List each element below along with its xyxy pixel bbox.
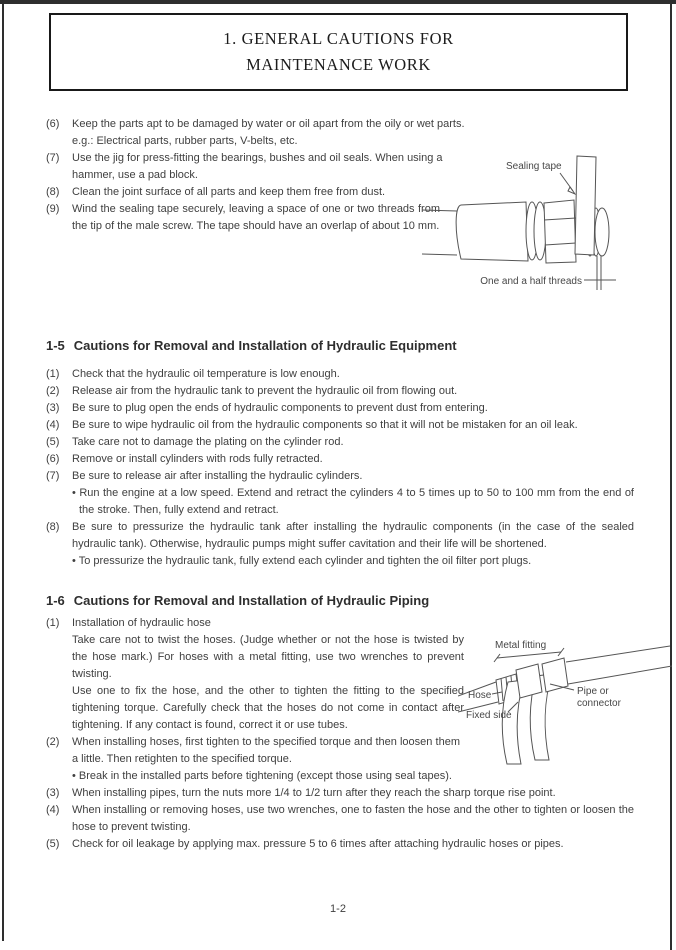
sealing-tape-label: Sealing tape — [506, 161, 562, 172]
item-number: (5) — [46, 838, 60, 850]
item-text: Be sure to pressurize the hydraulic tank after installing the hydraulic components (in the case of the sealed hydraulic tank). Otherwise, hydraulic pumps might suffer cavitation and their life will be shortened. — [72, 521, 634, 550]
fitting-nut — [516, 664, 542, 698]
item-paragraph: Use one to fix the hose, and the other to tighten the fitting to the specified tightening torque. Carefully check that the hoses do not come in contact after tightening. If any contact is found, correct it or use tubes. — [72, 685, 464, 731]
item-number: (6) — [46, 118, 60, 130]
item-number: (7) — [46, 152, 60, 164]
fitting-body — [456, 202, 528, 261]
list-item — [46, 468, 634, 519]
list-item — [46, 383, 634, 400]
item-number: (8) — [46, 521, 60, 533]
list-item — [46, 366, 634, 383]
pipe-line — [422, 210, 457, 211]
item-bullet-note: • Break in the installed parts before tightening (except those using seal tapes). — [72, 770, 452, 782]
section-title: Cautions for Removal and Installation of Hydraulic Equipment — [73, 338, 457, 353]
pipe-line — [566, 646, 670, 662]
item-text: When installing pipes, turn the nuts more 1/4 to 1/2 turn after they reach the sharp torque rise point. — [72, 787, 556, 799]
page-title-line1: 1. GENERAL CAUTIONS FOR — [223, 29, 454, 48]
item-number: (1) — [46, 368, 60, 380]
item-subtext: e.g.: Electrical parts, rubber parts, V-belts, etc. — [72, 135, 298, 147]
sealing-tape-figure — [420, 142, 655, 300]
item-text: Keep the parts apt to be damaged by water or oil apart from the oily or wet parts. — [72, 118, 465, 130]
item-number: (4) — [46, 804, 60, 816]
item-number: (2) — [46, 736, 60, 748]
item-paragraph: Take care not to twist the hoses. (Judge whether or not the hose is twisted by the hose mark.) For hoses with a metal fitting, use two wrenches to prevent twisting. — [72, 634, 464, 680]
pipe-label-line1: Pipe or — [577, 686, 609, 697]
item-text: Wind the sealing tape securely, leaving a space of one or two threads from the tip of the male screw. The tape should have an overlap of about 10 mm. — [72, 203, 440, 232]
item-bullet-note: • Run the engine at a low speed. Extend and retract the cylinders 4 to 5 times up to 50 to 100 mm from the end of the stroke. Then, fully extend and retract. — [72, 487, 634, 516]
pipe-line — [422, 254, 457, 255]
item-text: When installing hoses, first tighten to the specified torque and then loosen them a little. Then retighten to the specified torque. — [72, 736, 460, 765]
title-box — [49, 13, 628, 91]
item-text: Check that the hydraulic oil temperature is low enough. — [72, 368, 340, 380]
item-text: Remove or install cylinders with rods fully retracted. — [72, 453, 323, 465]
item-number: (5) — [46, 436, 60, 448]
section-number: 1-5 — [46, 338, 65, 353]
fitting-nut — [542, 658, 568, 692]
sealing-tape-strip — [575, 156, 596, 255]
section-1-6-heading — [46, 593, 429, 608]
list-item — [46, 451, 634, 468]
scan-edge-right — [670, 0, 672, 950]
pipe-label-line2: connector — [577, 698, 621, 709]
list-item — [46, 417, 634, 434]
item-text: Check for oil leakage by applying max. pressure 5 to 6 times after attaching hydraulic hoses or pipes. — [72, 838, 564, 850]
item-number: (9) — [46, 203, 60, 215]
list-item — [46, 802, 634, 836]
hose-label: Hose — [468, 690, 492, 701]
threads-label: One and a half threads — [480, 276, 582, 287]
item-number: (6) — [46, 453, 60, 465]
item-text: Use the jig for press-fitting the bearings, bushes and oil seals. When using a hammer, use a pad block. — [72, 152, 443, 181]
item-number: (3) — [46, 402, 60, 414]
item-number: (2) — [46, 385, 60, 397]
hose-fitting-figure — [458, 632, 673, 777]
page-title-line2: MAINTENANCE WORK — [246, 55, 431, 74]
item-bullet-note: • To pressurize the hydraulic tank, fully extend each cylinder and tighten the oil filter port plugs. — [72, 555, 532, 567]
item-text: When installing or removing hoses, use two wrenches, one to fasten the hose and the other to tighten or loosen the hose to prevent twisting. — [72, 804, 634, 833]
list-item — [46, 400, 634, 417]
dimension-line — [497, 652, 561, 658]
item-number: (7) — [46, 470, 60, 482]
metal-fitting-label: Metal fitting — [495, 640, 547, 651]
item-number: (8) — [46, 186, 60, 198]
section-1-5-list — [46, 366, 634, 570]
list-item — [46, 434, 634, 451]
item-text: Clean the joint surface of all parts and keep them free from dust. — [72, 186, 386, 198]
section-title: Cautions for Removal and Installation of Hydraulic Piping — [73, 593, 430, 608]
item-text: Be sure to plug open the ends of hydraulic components to prevent dust from entering. — [72, 402, 488, 414]
scan-edge-left — [2, 0, 4, 941]
list-item — [46, 785, 634, 802]
section-1-5-heading — [46, 338, 457, 353]
list-item — [46, 519, 634, 570]
fixed-side-label: Fixed side — [466, 710, 512, 721]
section-number: 1-6 — [46, 593, 65, 608]
pipe-line — [568, 666, 672, 684]
item-text: Take care not to damage the plating on the cylinder rod. — [72, 436, 344, 448]
hex-nut — [544, 200, 576, 263]
page-number: 1-2 — [330, 903, 346, 915]
arrowhead-icon — [568, 187, 575, 194]
item-number: (4) — [46, 419, 60, 431]
item-text: Release air from the hydraulic tank to prevent the hydraulic oil from flowing out. — [72, 385, 458, 397]
item-text: Be sure to wipe hydraulic oil from the hydraulic components so that it will not be mistaken for an oil leak. — [72, 419, 578, 431]
list-item — [46, 836, 634, 853]
thread-end-face — [595, 208, 609, 256]
item-text: Installation of hydraulic hose — [72, 617, 211, 629]
item-text: Be sure to release air after installing the hydraulic cylinders. — [72, 470, 363, 482]
item-number: (3) — [46, 787, 60, 799]
item-number: (1) — [46, 617, 60, 629]
scan-edge-top — [0, 0, 676, 4]
